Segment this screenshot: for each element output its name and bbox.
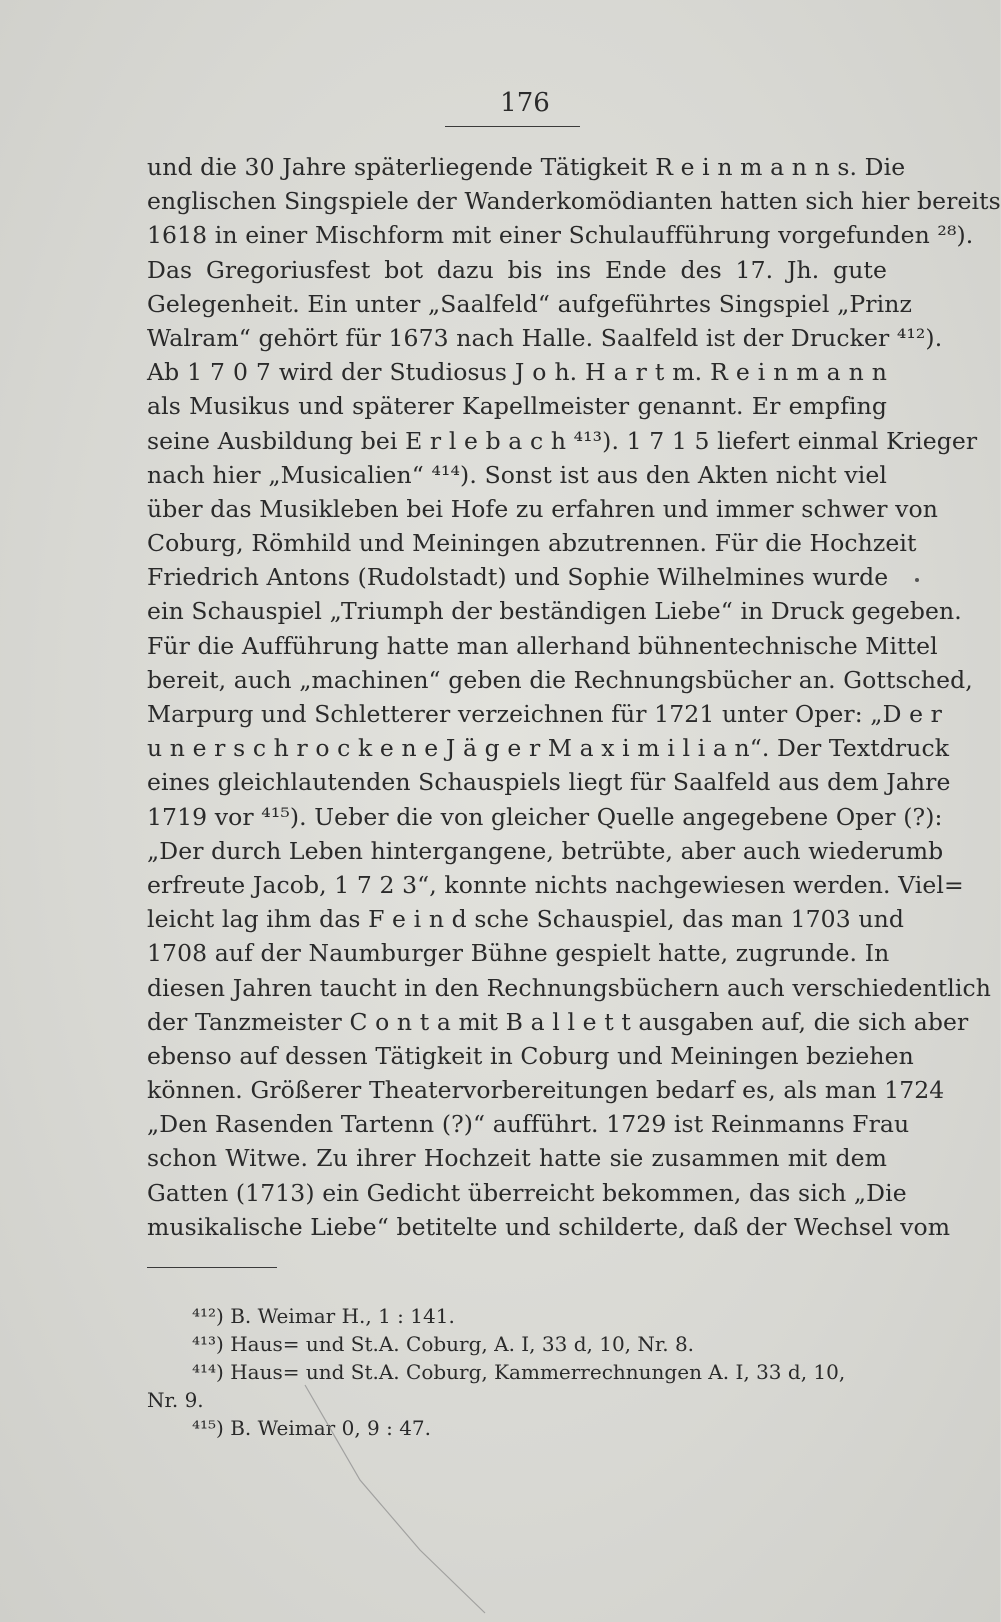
text-line: bereit, auch „machinen“ geben die Rechnungsbücher an. Gottsched, [147,665,973,694]
stray-mark [915,578,919,582]
text-line: Für die Aufführung hatte man allerhand bühnentechnische Mittel [147,631,938,660]
header-rule [445,126,580,127]
text-line: 1708 auf der Naumburger Bühne gespielt hatte, zugrunde. In [147,939,890,968]
text-line: über das Musikleben bei Hofe zu erfahren und immer schwer von [147,494,938,523]
text-line: Walram“ gehört für 1673 nach Halle. Saalfeld ist der Drucker ⁴¹²). [147,323,943,352]
text-line: als Musikus und späterer Kapellmeister genannt. Er empfing [147,392,887,421]
footnote-line: ⁴¹²) B. Weimar H., 1 : 141. [192,1304,455,1328]
text-line: schon Witwe. Zu ihrer Hochzeit hatte sie zusammen mit dem [147,1144,887,1173]
text-line: Das Gregoriusfest bot dazu bis ins Ende des 17. Jh. gute [147,255,887,284]
text-line: Marpurg und Schletterer verzeichnen für 1721 unter Oper: „D e r [147,700,943,728]
pencil-scratch-mark [300,1385,520,1615]
text-line: Gelegenheit. Ein unter „Saalfeld“ aufgeführtes Singspiel „Prinz [147,289,912,318]
text-line: musikalische Liebe“ betitelte und schilderte, daß der Wechsel vom [147,1212,951,1241]
page-number: 176 [500,88,550,118]
text-line: 1719 vor ⁴¹⁵). Ueber die von gleicher Quelle angegebene Oper (?): [147,802,943,831]
footnote-line: ⁴¹⁴) Haus= und St.A. Coburg, Kammerrechnungen A. I, 33 d, 10, [192,1360,846,1384]
text-line: erfreute Jacob, 1 7 2 3“, konnte nichts nachgewiesen werden. Viel= [147,870,964,899]
footnote-rule [147,1267,277,1268]
text-line: können. Größerer Theatervorbereitungen bedarf es, als man 1724 [147,1076,945,1105]
text-line: Ab 1 7 0 7 wird der Studiosus J o h. H a r t m. R e i n m a n n [147,358,887,387]
text-line: ebenso auf dessen Tätigkeit in Coburg und Meiningen beziehen [147,1041,914,1070]
text-line: eines gleichlautenden Schauspiels liegt für Saalfeld aus dem Jahre [147,768,951,797]
text-line: Gatten (1713) ein Gedicht überreicht bekommen, das sich „Die [147,1178,907,1207]
text-line: englischen Singspiele der Wanderkomödianten hatten sich hier bereits [147,187,1001,216]
footnote-line: Nr. 9. [147,1388,204,1412]
text-line: 1618 in einer Mischform mit einer Schulaufführung vorgefunden ²⁸). [147,221,974,250]
footnote-line: ⁴¹⁵) B. Weimar 0, 9 : 47. [192,1416,432,1440]
text-line: Coburg, Römhild und Meiningen abzutrennen. Für die Hochzeit [147,529,917,558]
text-line: nach hier „Musicalien“ ⁴¹⁴). Sonst ist aus den Akten nicht viel [147,460,887,489]
text-line: „Der durch Leben hintergangene, betrübte, aber auch wiederumb [147,836,944,865]
footnote-line: ⁴¹³) Haus= und St.A. Coburg, A. I, 33 d, 10, Nr. 8. [192,1332,695,1356]
text-line: seine Ausbildung bei E r l e b a c h ⁴¹³). 1 7 1 5 liefert einmal Krieger [147,426,978,455]
text-line: diesen Jahren taucht in den Rechnungsbüchern auch verschiedentlich [147,973,992,1002]
text-line: leicht lag ihm das F e i n d sche Schauspiel, das man 1703 und [147,905,904,934]
text-line: der Tanzmeister C o n t a mit B a l l e t t ausgaben auf, die sich aber [147,1007,969,1036]
text-line: und die 30 Jahre späterliegende Tätigkeit R e i n m a n n s. Die [147,153,906,181]
text-line: Friedrich Antons (Rudolstadt) und Sophie Wilhelmines wurde [147,563,889,592]
text-line: ein Schauspiel „Triumph der beständigen Liebe“ in Druck gegeben. [147,597,962,626]
body-text [147,150,1001,1244]
text-line: „Den Rasenden Tartenn (?)“ aufführt. 1729 ist Reinmanns Frau [147,1110,910,1139]
text-line: u n e r s c h r o c k e n e J ä g e r M a x i m i l i a n“. Der Textdruck [147,734,950,763]
